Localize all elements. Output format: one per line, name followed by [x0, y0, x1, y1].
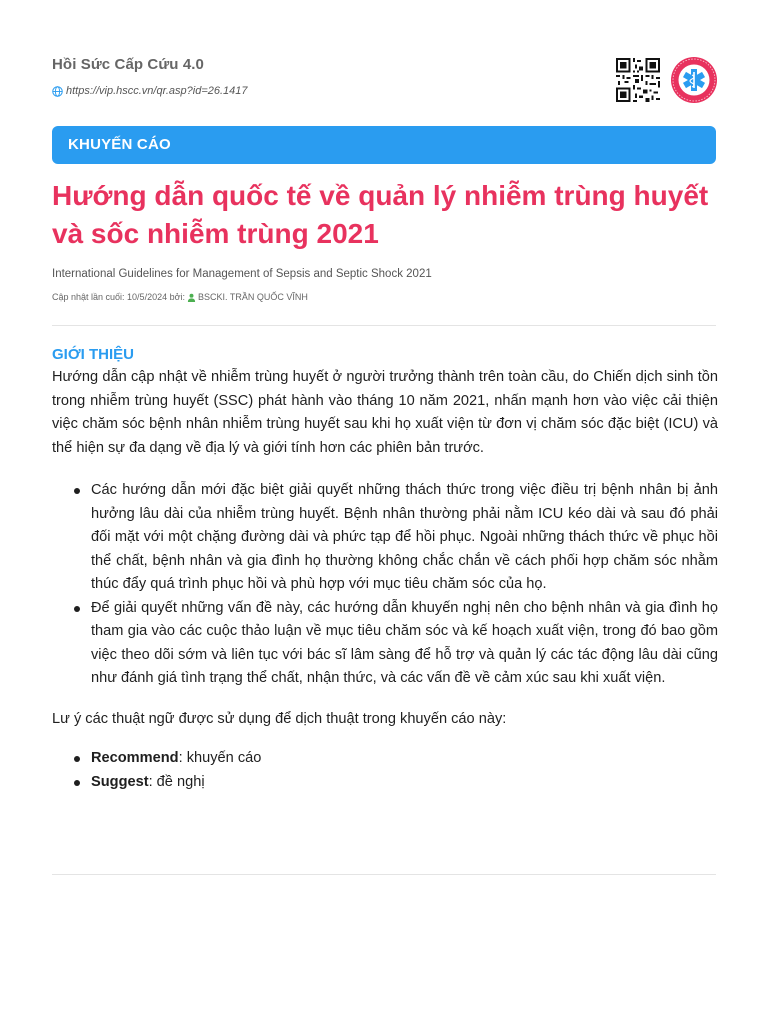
author-name[interactable]: BSCKI. TRẦN QUỐC VĨNH: [198, 292, 308, 302]
term-meaning: : khuyến cáo: [178, 750, 262, 766]
article-title: Hướng dẫn quốc tế về quản lý nhiễm trùng huyết và sốc nhiễm trùng 2021: [52, 180, 709, 249]
page-header: [52, 56, 718, 106]
qr-code: [616, 58, 660, 102]
terms-note: Lư ý các thuật ngữ được sử dụng để dịch thuật trong khuyến cáo này:: [52, 710, 507, 727]
globe-icon: [52, 86, 63, 97]
article-content: [52, 344, 718, 794]
source-url-row[interactable]: [52, 85, 248, 97]
site-name: Hồi Sức Cấp Cứu 4.0: [52, 56, 204, 73]
section-heading-intro: GIỚI THIỆU: [52, 346, 134, 363]
intro-bullet-list: [52, 479, 718, 691]
source-url[interactable]: https://vip.hscc.vn/qr.asp?id=26.1417: [66, 85, 248, 97]
category-label: KHUYẾN CÁO: [68, 136, 171, 153]
category-banner: [52, 126, 716, 164]
top-divider: [52, 325, 716, 326]
term-meaning: : đề nghị: [148, 773, 205, 790]
article-subtitle: International Guidelines for Management of Sepsis and Septic Shock 2021: [52, 268, 432, 280]
terms-list: [52, 747, 718, 794]
list-item: Để giải quyết những vấn đề này, các hướng dẫn khuyến nghị nên cho bệnh nhân và gia đình họ tham gia vào các cuộc thảo luận về mục tiêu chăm sóc và kế hoạch xuất viện, trong đó bao gồm việc theo dõi sớm và liên tục với bác sĩ lâm sàng để hỗ trợ và quản lý các tác động lâu dài cũng như đánh giá tình trạng thể chất, nhận thức, và các vấn đề về cảm xúc sau khi xuất viện.: [52, 597, 718, 691]
emergency-emblem: [670, 56, 718, 104]
intro-paragraph: Hướng dẫn cập nhật về nhiễm trùng huyết ở người trưởng thành trên toàn cầu, do Chiến dịch sinh tồn trong nhiễm trùng huyết (SSC) phát hành vào tháng 10 năm 2021, nhấn mạnh hơn vào việc cải thiện việc chăm sóc bệnh nhân nhiễm trùng huyết sau khi họ xuất viện từ đơn vị chăm sóc đặc biệt (ICU) và thể hiện sự đa dạng về địa lý và giới tính hơn các phiên bản trước.: [52, 369, 718, 456]
bottom-divider: [52, 874, 716, 875]
list-item: Các hướng dẫn mới đặc biệt giải quyết những thách thức trong việc điều trị bệnh nhân bị ảnh hưởng lâu dài của nhiễm trùng huyết. Bệnh nhân thường phải nằm ICU kéo dài và sau đó phải đối mặt với một chặng đường dài và phức tạp để hồi phục. Ngoài những thách thức về phục hồi thể chất, bệnh nhân và gia đình họ thường không chắc chắn về cách phối hợp chăm sóc nhằm thúc đẩy quá trình phục hồi và phù hợp với mục tiêu chăm sóc của họ.: [52, 479, 718, 597]
update-date: Cập nhật lần cuối: 10/5/2024 bởi:: [52, 292, 185, 302]
list-item: [52, 771, 718, 795]
term-name: Suggest: [91, 773, 149, 790]
update-info: [52, 292, 308, 302]
term-name: Recommend: [91, 750, 179, 766]
doctor-icon: [187, 293, 196, 302]
list-item: [52, 747, 718, 771]
